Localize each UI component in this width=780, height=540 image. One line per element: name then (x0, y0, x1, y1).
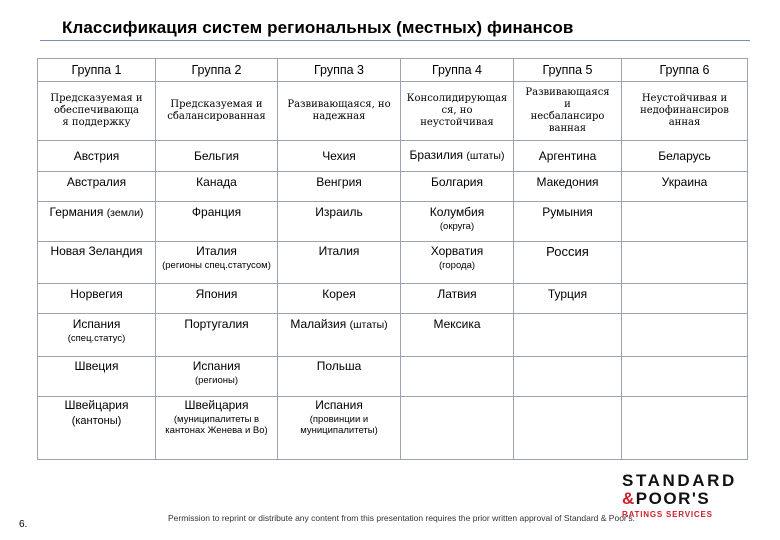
table-cell: Латвия (401, 284, 514, 314)
table-cell: Италия (регионы спец.статусом) (156, 242, 278, 284)
table-cell (514, 357, 622, 397)
group-2-header: Группа 2 (156, 59, 278, 82)
logo-line-poors: &POOR'S (622, 489, 711, 508)
logo-line-standard: STANDARD (622, 471, 737, 490)
table-cell: Швейцария (кантоны) (38, 397, 156, 460)
table-row (38, 202, 748, 242)
sp-logo (622, 472, 748, 519)
footer-disclaimer: Permission to reprint or distribute any content from this presentation requires the prior written approval of Standard & Poor's. (168, 513, 635, 523)
table-cell: Корея (278, 284, 401, 314)
table-row (38, 172, 748, 202)
table-cell: Австрия (38, 141, 156, 172)
group-4-description: Консолидирующая ся, но неустойчивая (401, 82, 514, 141)
table-cell: Беларусь (622, 141, 748, 172)
table-cell: Испания (провинции и муниципалитеты) (278, 397, 401, 460)
page-title: Классификация систем региональных (местных) финансов (62, 18, 574, 37)
table-cell: Бразилия (штаты) (401, 141, 514, 172)
group-5-header: Группа 5 (514, 59, 622, 82)
table-cell (401, 397, 514, 460)
table-cell (514, 397, 622, 460)
table-cell: Аргентина (514, 141, 622, 172)
table-cell: Турция (514, 284, 622, 314)
group-1-description: Предсказуемая и обеспечивающа я поддержку (38, 82, 156, 141)
table-cell: Болгария (401, 172, 514, 202)
table-row (38, 242, 748, 284)
group-3-header: Группа 3 (278, 59, 401, 82)
table-cell: Хорватия (города) (401, 242, 514, 284)
table-cell: Малайзия (штаты) (278, 314, 401, 357)
table-cell (401, 357, 514, 397)
table-header-row (38, 59, 748, 82)
table-cell: Польша (278, 357, 401, 397)
table-cell: Венгрия (278, 172, 401, 202)
table-cell: Новая Зеландия (38, 242, 156, 284)
group-6-description: Неустойчивая и недофинансиров анная (622, 82, 748, 141)
table-cell (514, 314, 622, 357)
table-cell: Франция (156, 202, 278, 242)
table-cell: Канада (156, 172, 278, 202)
table-row (38, 141, 748, 172)
table-cell: Австралия (38, 172, 156, 202)
table-cell (622, 284, 748, 314)
table-cell (622, 314, 748, 357)
table-row (38, 357, 748, 397)
table-cell: Италия (278, 242, 401, 284)
group-2-description: Предсказуемая и сбалансированная (156, 82, 278, 141)
table-cell (622, 397, 748, 460)
table-cell: Израиль (278, 202, 401, 242)
table-cell: Япония (156, 284, 278, 314)
table-cell: Швеция (38, 357, 156, 397)
title-divider (40, 40, 750, 41)
table-cell: Украина (622, 172, 748, 202)
table-cell (622, 242, 748, 284)
group-4-header: Группа 4 (401, 59, 514, 82)
table-cell: Португалия (156, 314, 278, 357)
table-cell: Испания (спец.статус) (38, 314, 156, 357)
table-cell: Македония (514, 172, 622, 202)
classification-table (37, 58, 748, 460)
table-cell: Россия (514, 242, 622, 284)
table-cell (622, 202, 748, 242)
table-cell: Испания (регионы) (156, 357, 278, 397)
table-cell: Чехия (278, 141, 401, 172)
description-row (38, 82, 748, 141)
table-row (38, 314, 748, 357)
group-5-description: Развивающаяся и несбалансиро ванная (514, 82, 622, 141)
group-1-header: Группа 1 (38, 59, 156, 82)
table-cell: Колумбия (округа) (401, 202, 514, 242)
table-cell: Бельгия (156, 141, 278, 172)
page-number: 6. (19, 519, 28, 530)
table-cell: Германия (земли) (38, 202, 156, 242)
table-cell (622, 357, 748, 397)
table-cell: Норвегия (38, 284, 156, 314)
table-row (38, 397, 748, 460)
table-cell: Румыния (514, 202, 622, 242)
logo-line-ratings-services: RATINGS SERVICES (622, 510, 713, 519)
table-cell: Мексика (401, 314, 514, 357)
table-cell: Швейцария (муниципалитеты в кантонах Женева и Во) (156, 397, 278, 460)
group-6-header: Группа 6 (622, 59, 748, 82)
table-row (38, 284, 748, 314)
group-3-description: Развивающаяся, но надежная (278, 82, 401, 141)
